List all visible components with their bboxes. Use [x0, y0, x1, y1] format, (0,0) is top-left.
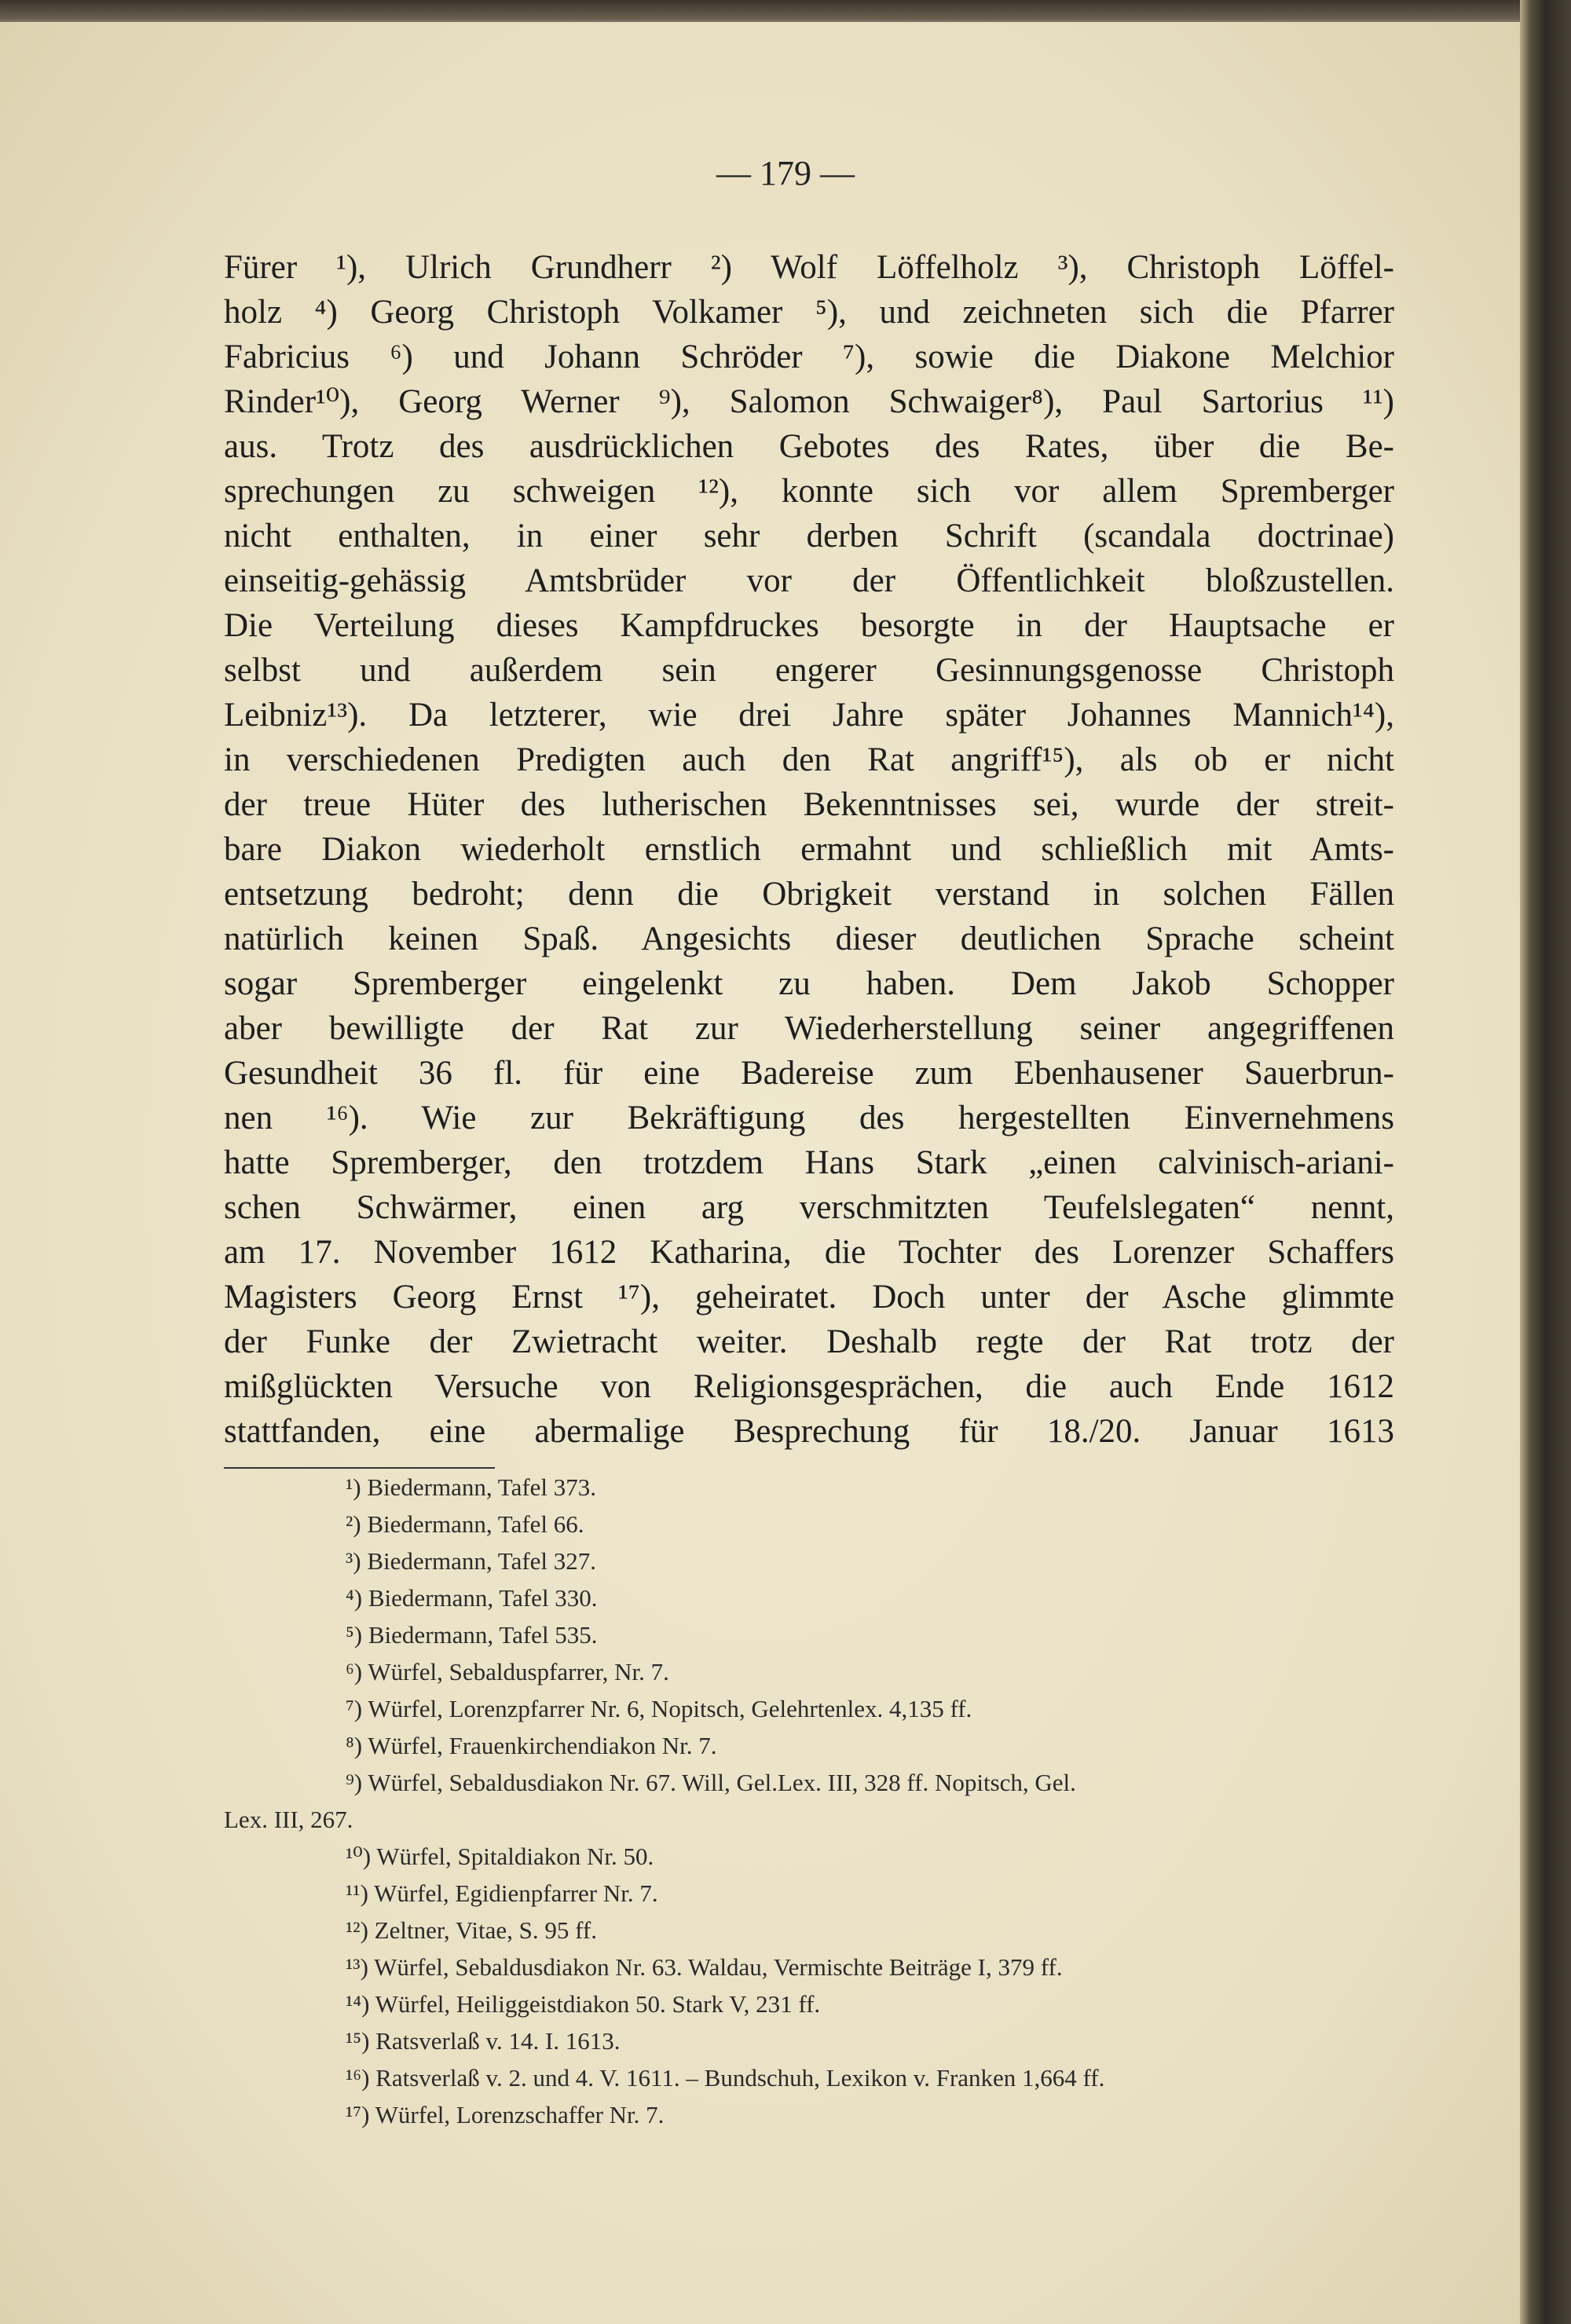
- body-line: Leibniz¹³). Da letzterer, wie drei Jahre später Johannes Mannich¹⁴),: [224, 697, 1394, 734]
- body-line: schen Schwärmer, einen arg verschmitzten Teufelslegaten“ nennt,: [224, 1189, 1394, 1226]
- body-line: stattfanden, eine abermalige Besprechung für 18./20. Januar 1613: [224, 1413, 1394, 1450]
- footnote: ⁴) Biedermann, Tafel 330.: [346, 1584, 598, 1612]
- body-line: aus. Trotz des ausdrücklichen Gebotes des Rates, über die Be-: [224, 428, 1394, 465]
- body-line: sogar Spremberger eingelenkt zu haben. Dem Jakob Schopper: [224, 965, 1394, 1002]
- body-line: aber bewilligte der Rat zur Wiederherstellung seiner angegriffenen: [224, 1010, 1394, 1047]
- footnote: ²) Biedermann, Tafel 66.: [346, 1510, 584, 1538]
- body-line: nen ¹⁶). Wie zur Bekräftigung des hergestellten Einvernehmens: [224, 1100, 1394, 1136]
- footnote: ⁵) Biedermann, Tafel 535.: [346, 1621, 598, 1649]
- footnote: ¹²) Zeltner, Vitae, S. 95 ff.: [346, 1916, 597, 1944]
- body-line: Magisters Georg Ernst ¹⁷), geheiratet. Doch unter der Asche glimmte: [224, 1279, 1394, 1316]
- footnote: ⁷) Würfel, Lorenzpfarrer Nr. 6, Nopitsch, Gelehrtenlex. 4,135 ff.: [346, 1695, 972, 1722]
- body-text: [224, 245, 1394, 1454]
- body-line: bare Diakon wiederholt ernstlich ermahnt und schließlich mit Amts-: [224, 831, 1394, 868]
- body-line: holz ⁴) Georg Christoph Volkamer ⁵), und zeichneten sich die Pfarrer: [224, 294, 1394, 331]
- footnote: ¹⁰) Würfel, Spitaldiakon Nr. 50.: [346, 1843, 654, 1870]
- body-line: in verschiedenen Predigten auch den Rat angriff¹⁵), als ob er nicht: [224, 741, 1394, 778]
- body-line: einseitig-gehässig Amtsbrüder vor der Öffentlichkeit bloßzustellen.: [224, 562, 1394, 599]
- body-line: hatte Spremberger, den trotzdem Hans Stark „einen calvinisch-ariani-: [224, 1144, 1394, 1181]
- footnote: Lex. III, 267.: [224, 1806, 353, 1833]
- body-line: natürlich keinen Spaß. Angesichts dieser deutlichen Sprache scheint: [224, 920, 1394, 957]
- body-line: Gesundheit 36 fl. für eine Badereise zum Ebenhausener Sauerbrun-: [224, 1055, 1394, 1092]
- footnote: ⁹) Würfel, Sebaldusdiakon Nr. 67. Will, Gel.Lex. III, 328 ff. Nopitsch, Gel.: [346, 1769, 1076, 1796]
- body-line: Fürer ¹), Ulrich Grundherr ²) Wolf Löffelholz ³), Christoph Löffel-: [224, 249, 1394, 286]
- footnotes: [224, 1469, 1394, 2133]
- body-line: der treue Hüter des lutherischen Bekenntnisses sei, wurde der streit-: [224, 786, 1394, 823]
- body-line: Fabricius ⁶) und Johann Schröder ⁷), sowie die Diakone Melchior: [224, 339, 1394, 375]
- footnote: ¹) Biedermann, Tafel 373.: [346, 1473, 597, 1501]
- footnote: ¹⁷) Würfel, Lorenzschaffer Nr. 7.: [346, 2101, 665, 2128]
- body-line: nicht enthalten, in einer sehr derben Schrift (scandala doctrinae): [224, 518, 1394, 554]
- body-line: sprechungen zu schweigen ¹²), konnte sich vor allem Spremberger: [224, 473, 1394, 510]
- body-line: mißglückten Versuche von Religionsgesprächen, die auch Ende 1612: [224, 1368, 1394, 1405]
- footnote: ¹¹) Würfel, Egidienpfarrer Nr. 7.: [346, 1879, 658, 1907]
- page-number: — 179 —: [716, 154, 855, 192]
- footnote: ⁶) Würfel, Sebalduspfarrer, Nr. 7.: [346, 1658, 669, 1685]
- footnote: ¹⁶) Ratsverlaß v. 2. und 4. V. 1611. – Bundschuh, Lexikon v. Franken 1,664 ff.: [346, 2064, 1105, 2092]
- footnote: ³) Biedermann, Tafel 327.: [346, 1547, 597, 1575]
- body-line: selbst und außerdem sein engerer Gesinnungsgenosse Christoph: [224, 652, 1394, 689]
- body-line: am 17. November 1612 Katharina, die Tochter des Lorenzer Schaffers: [224, 1234, 1394, 1271]
- footnote: ⁸) Würfel, Frauenkirchendiakon Nr. 7.: [346, 1732, 717, 1759]
- body-line: Rinder¹⁰), Georg Werner ⁹), Salomon Schwaiger⁸), Paul Sartorius ¹¹): [224, 383, 1394, 420]
- footnote: ¹³) Würfel, Sebaldusdiakon Nr. 63. Waldau, Vermischte Beiträge I, 379 ff.: [346, 1953, 1063, 1981]
- footnote: ¹⁴) Würfel, Heiliggeistdiakon 50. Stark V, 231 ff.: [346, 1990, 821, 2018]
- body-line: Die Verteilung dieses Kampfdruckes besorgte in der Hauptsache er: [224, 607, 1394, 644]
- footnote: ¹⁵) Ratsverlaß v. 14. I. 1613.: [346, 2027, 621, 2055]
- book-spine-edge: [1520, 0, 1571, 2324]
- body-line: entsetzung bedroht; denn die Obrigkeit verstand in solchen Fällen: [224, 876, 1394, 913]
- body-line: der Funke der Zwietracht weiter. Deshalb regte der Rat trotz der: [224, 1323, 1394, 1360]
